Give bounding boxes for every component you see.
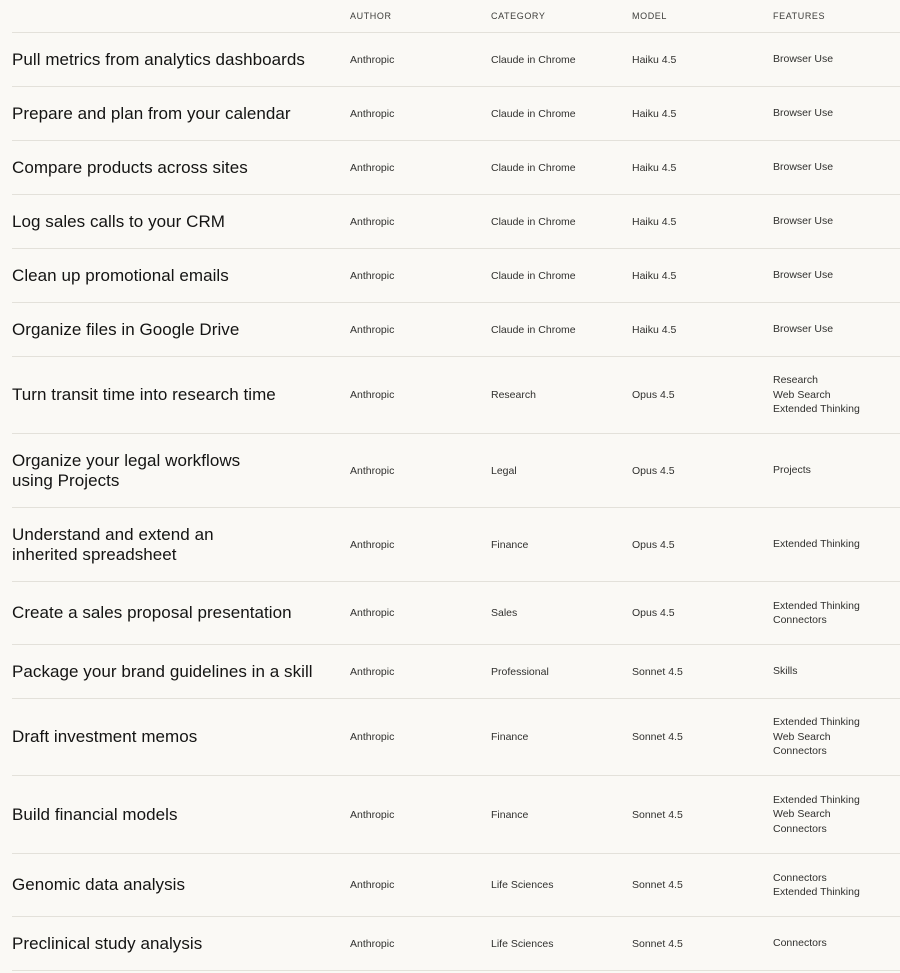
feature-tag: Connectors	[773, 745, 827, 758]
table-row[interactable]	[12, 33, 900, 87]
feature-tag: Extended Thinking	[773, 538, 860, 551]
row-title-line: Build financial models	[12, 804, 178, 824]
row-title-line: Create a sales proposal presentation	[12, 603, 292, 622]
row-category: Claude in Chrome	[491, 215, 576, 228]
row-title[interactable]	[12, 603, 350, 623]
row-title[interactable]	[12, 266, 350, 286]
row-model: Haiku 4.5	[632, 161, 677, 174]
row-title-line: Organize files in Google Drive	[12, 319, 240, 339]
row-title[interactable]	[12, 727, 350, 747]
table-row[interactable]	[12, 87, 900, 141]
row-author: Anthropic	[350, 937, 395, 950]
row-model: Opus 4.5	[632, 389, 675, 401]
row-model: Haiku 4.5	[632, 323, 677, 336]
table-body	[12, 33, 900, 971]
row-model: Haiku 4.5	[632, 107, 677, 120]
feature-tag: Connectors	[773, 937, 827, 950]
row-author: Anthropic	[350, 538, 395, 551]
row-title-line: Draft investment memos	[12, 727, 198, 746]
feature-tag: Web Search	[773, 808, 831, 821]
row-model: Sonnet 4.5	[632, 665, 683, 678]
row-category: Life Sciences	[491, 879, 554, 891]
row-features	[773, 106, 900, 121]
feature-tag: Connectors	[773, 871, 827, 884]
feature-tag: Extended Thinking	[773, 599, 860, 612]
row-author: Anthropic	[350, 53, 395, 66]
feature-tag: Skills	[773, 665, 798, 678]
header-features: FEATURES	[773, 11, 826, 21]
table-row[interactable]	[12, 699, 900, 776]
row-title[interactable]	[12, 50, 350, 70]
row-category: Finance	[491, 538, 529, 551]
feature-tag: Connectors	[773, 822, 827, 835]
row-features	[773, 537, 900, 552]
header-category: CATEGORY	[491, 11, 546, 21]
row-title-line: Genomic data analysis	[12, 875, 186, 894]
row-category: Claude in Chrome	[491, 161, 576, 174]
row-model: Opus 4.5	[632, 538, 675, 551]
row-author: Anthropic	[350, 731, 395, 743]
row-title[interactable]	[12, 662, 350, 682]
table-row[interactable]	[12, 582, 900, 645]
row-features	[773, 664, 900, 679]
row-title[interactable]	[12, 320, 350, 340]
row-category: Finance	[491, 731, 529, 743]
row-category: Claude in Chrome	[491, 269, 576, 282]
row-title-line: Understand and extend an	[12, 524, 214, 544]
feature-tag: Extended Thinking	[773, 403, 860, 416]
feature-tag: Browser Use	[773, 53, 834, 66]
feature-tag: Connectors	[773, 614, 827, 626]
row-category: Claude in Chrome	[491, 53, 576, 66]
row-features	[773, 463, 900, 478]
feature-tag: Browser Use	[773, 215, 834, 228]
table-row[interactable]	[12, 141, 900, 195]
row-model: Haiku 4.5	[632, 215, 677, 228]
row-model: Sonnet 4.5	[632, 731, 683, 743]
table-row[interactable]	[12, 303, 900, 357]
row-features	[773, 268, 900, 283]
feature-tag: Extended Thinking	[773, 716, 860, 729]
table-row[interactable]	[12, 776, 900, 854]
feature-tag: Web Search	[773, 730, 831, 743]
feature-tag: Browser Use	[773, 161, 834, 174]
header-title-spacer	[12, 0, 350, 32]
row-title[interactable]	[12, 525, 350, 565]
row-title-line: Organize your legal workflows	[12, 450, 241, 470]
row-category: Sales	[491, 607, 518, 619]
row-features	[773, 936, 900, 951]
row-title[interactable]	[12, 805, 350, 825]
row-author: Anthropic	[350, 607, 395, 619]
row-category: Professional	[491, 665, 549, 678]
row-category: Research	[491, 389, 536, 401]
row-title[interactable]	[12, 934, 350, 954]
row-title-line: inherited spreadsheet	[12, 544, 177, 564]
table-row[interactable]	[12, 434, 900, 508]
row-features	[773, 715, 900, 759]
row-model: Sonnet 4.5	[632, 879, 683, 891]
row-author: Anthropic	[350, 665, 395, 678]
header-author: AUTHOR	[350, 11, 392, 21]
table-row[interactable]	[12, 249, 900, 303]
row-title-line: Turn transit time into research time	[12, 385, 276, 404]
row-features	[773, 322, 900, 337]
row-title[interactable]	[12, 451, 350, 491]
row-category: Finance	[491, 808, 529, 821]
use-case-table	[12, 0, 900, 971]
feature-tag: Projects	[773, 464, 811, 477]
row-author: Anthropic	[350, 879, 395, 891]
row-author: Anthropic	[350, 808, 395, 821]
row-features	[773, 871, 900, 900]
row-author: Anthropic	[350, 215, 395, 228]
feature-tag: Browser Use	[773, 269, 834, 282]
row-title-line: using Projects	[12, 470, 120, 490]
row-features	[773, 52, 900, 67]
feature-tag: Browser Use	[773, 107, 834, 120]
row-model: Sonnet 4.5	[632, 937, 683, 950]
row-author: Anthropic	[350, 323, 395, 336]
row-features	[773, 373, 900, 417]
row-title[interactable]	[12, 385, 350, 405]
row-title[interactable]	[12, 875, 350, 895]
row-model: Opus 4.5	[632, 464, 675, 477]
row-category: Claude in Chrome	[491, 107, 576, 120]
row-model: Sonnet 4.5	[632, 808, 683, 821]
table-row[interactable]	[12, 357, 900, 434]
row-model: Opus 4.5	[632, 607, 675, 619]
row-author: Anthropic	[350, 107, 395, 120]
row-title-line: Preclinical study analysis	[12, 933, 203, 953]
row-title-line: Clean up promotional emails	[12, 265, 229, 285]
row-features	[773, 599, 900, 628]
feature-tag: Web Search	[773, 388, 831, 401]
row-title[interactable]	[12, 212, 350, 232]
row-author: Anthropic	[350, 269, 395, 282]
row-features	[773, 160, 900, 175]
feature-tag: Browser Use	[773, 323, 834, 336]
row-category: Legal	[491, 464, 517, 477]
feature-tag: Extended Thinking	[773, 886, 860, 898]
row-model: Haiku 4.5	[632, 53, 677, 66]
row-title-line: Compare products across sites	[12, 157, 248, 177]
table-row[interactable]	[12, 917, 900, 971]
row-category: Claude in Chrome	[491, 323, 576, 336]
row-title-line: Log sales calls to your CRM	[12, 211, 225, 231]
row-title[interactable]	[12, 158, 350, 178]
row-author: Anthropic	[350, 389, 395, 401]
row-features	[773, 793, 900, 837]
row-title[interactable]	[12, 104, 350, 124]
feature-tag: Extended Thinking	[773, 793, 860, 806]
table-header	[12, 0, 900, 33]
row-model: Haiku 4.5	[632, 269, 677, 282]
table-row[interactable]	[12, 508, 900, 582]
header-model: MODEL	[632, 11, 668, 21]
row-category: Life Sciences	[491, 937, 554, 950]
row-title-line: Package your brand guidelines in a skill	[12, 661, 313, 681]
table-row[interactable]	[12, 195, 900, 249]
row-features	[773, 214, 900, 229]
table-row[interactable]	[12, 645, 900, 699]
table-row[interactable]	[12, 854, 900, 917]
feature-tag: Research	[773, 374, 818, 387]
row-author: Anthropic	[350, 464, 395, 477]
row-author: Anthropic	[350, 161, 395, 174]
row-title-line: Prepare and plan from your calendar	[12, 103, 291, 123]
row-title-line: Pull metrics from analytics dashboards	[12, 49, 305, 69]
